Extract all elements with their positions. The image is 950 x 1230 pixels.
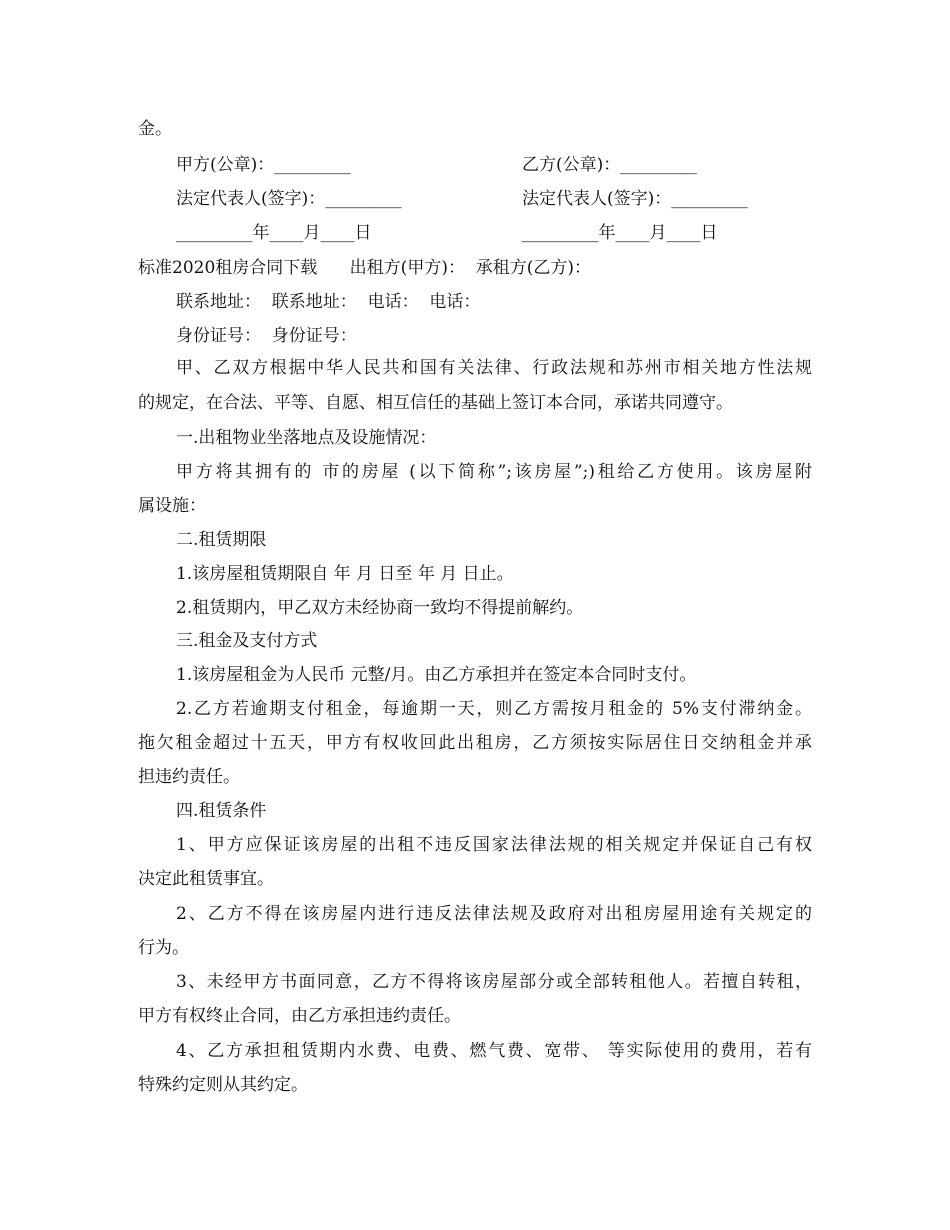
paragraph-line: 拖欠租金超过十五天，甲方有权收回此出租房，乙方须按实际居住日交纳租金并承 xyxy=(138,733,812,753)
paragraph-line: 决定此租赁事宜。 xyxy=(138,869,274,889)
paragraph-line: 特殊约定则从其约定。 xyxy=(138,1075,308,1095)
section-heading: 一.出租物业坐落地点及设施情况： xyxy=(176,428,437,448)
paragraph-line: 行为。 xyxy=(138,938,189,958)
paragraph-line: 甲、乙双方根据中华人民共和国有关法律、行政法规和苏州市相关地方性法规 xyxy=(176,358,812,378)
section-heading: 二.租赁期限 xyxy=(176,530,267,550)
paragraph-line: 甲方有权终止合同，由乙方承担违约责任。 xyxy=(138,1006,461,1026)
party-a-date: _________年____月____日 xyxy=(176,223,372,243)
paragraph-line: 担违约责任。 xyxy=(138,767,240,787)
id-number-line: 身份证号： 身份证号： xyxy=(176,326,357,346)
party-b-date: _________年____月____日 xyxy=(522,223,718,243)
paragraph-line: 4、乙方承担租赁期内水费、电费、燃气费、宽带、 等实际使用的费用，若有 xyxy=(176,1041,812,1061)
paragraph-line: 1、甲方应保证该房屋的出租不违反国家法律法规的相关规定并保证自己有权 xyxy=(176,835,812,855)
paragraph-line: 2、乙方不得在该房屋内进行违反法律法规及政府对出租房屋用途有关规定的 xyxy=(176,904,812,924)
section-heading: 四.租赁条件 xyxy=(176,801,267,821)
contract-title-line: 标准2020租房合同下载 出租方(甲方)： 承租方(乙方)： xyxy=(138,258,592,278)
paragraph-line: 1.该房屋租赁期限自 年 月 日至 年 月 日止。 xyxy=(176,564,514,584)
party-a-representative: 法定代表人(签字)：_________ xyxy=(176,189,402,209)
party-a-seal: 甲方(公章)：_________ xyxy=(176,155,351,175)
paragraph-line: 属设施： xyxy=(138,496,206,516)
text-line: 金。 xyxy=(138,119,172,139)
paragraph-line: 2.租赁期内，甲乙双方未经协商一致均不得提前解约。 xyxy=(176,598,584,618)
paragraph-line: 甲方将其拥有的 市的房屋 (以下简称”;该房屋”;)租给乙方使用。该房屋附 xyxy=(176,462,812,482)
section-heading: 三.租金及支付方式 xyxy=(176,631,318,651)
party-b-seal: 乙方(公章)：_________ xyxy=(522,155,697,175)
paragraph-line: 2.乙方若逾期支付租金，每逾期一天，则乙方需按月租金的 5%支付滞纳金。 xyxy=(176,699,812,719)
paragraph-line: 3、未经甲方书面同意，乙方不得将该房屋部分或全部转租他人。若擅自转租， xyxy=(176,972,812,992)
contact-address-line: 联系地址： 联系地址： 电话： 电话： xyxy=(176,292,481,312)
paragraph-line: 的规定，在合法、平等、自愿、相互信任的基础上签订本合同，承诺共同遵守。 xyxy=(138,393,733,413)
paragraph-line: 1.该房屋租金为人民币 元整/月。由乙方承担并在签定本合同时支付。 xyxy=(176,665,697,685)
party-b-representative: 法定代表人(签字)：_________ xyxy=(522,189,748,209)
